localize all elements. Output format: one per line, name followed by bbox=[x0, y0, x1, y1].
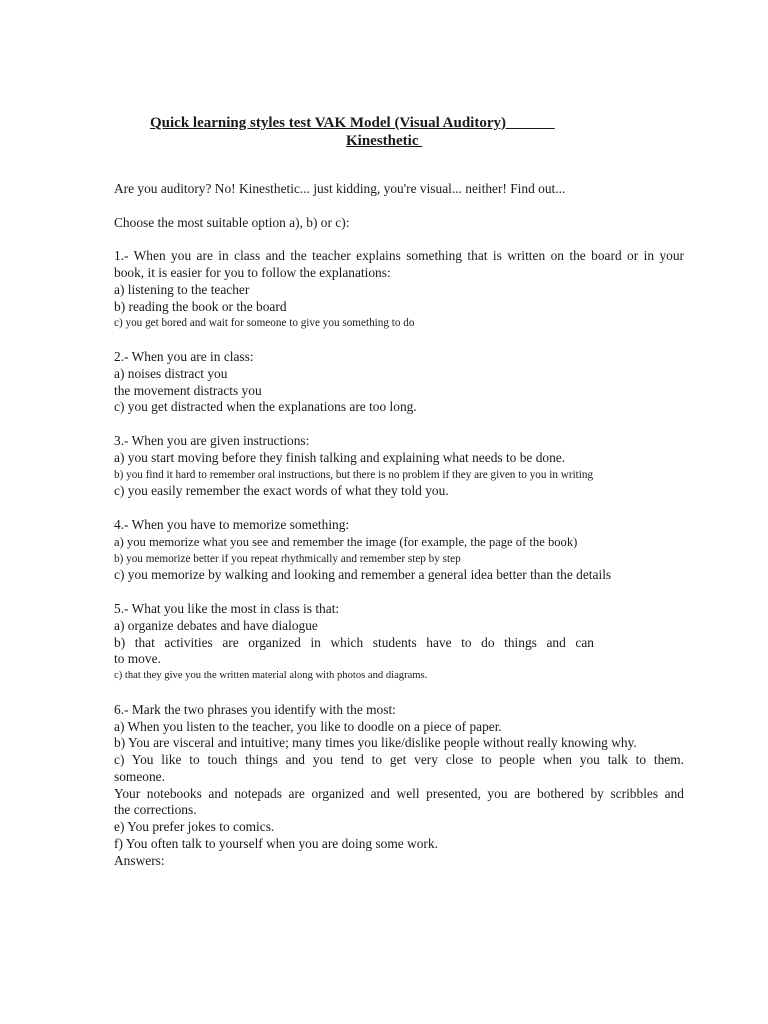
question-4-option-c: c) you memorize by walking and looking and remember a general idea better than the details bbox=[114, 567, 612, 583]
question-4-option-a: a) you memorize what you see and remember the image (for example, the page of the book) bbox=[114, 534, 578, 549]
question-6-option-e: e) You prefer jokes to comics. bbox=[114, 819, 275, 835]
question-3-text: 3.- When you are given instructions: bbox=[114, 432, 310, 448]
question-1-text-line-1: 1.- When you are in class and the teacher explains something that is written on the board or in your bbox=[114, 248, 684, 264]
question-1 bbox=[114, 248, 684, 332]
question-3-option-c: c) you easily remember the exact words of what they told you. bbox=[114, 483, 449, 499]
answers-label: Answers: bbox=[114, 852, 165, 868]
question-2-option-c: c) you get distracted when the explanations are too long. bbox=[114, 399, 417, 415]
question-5-option-a: a) organize debates and have dialogue bbox=[114, 617, 318, 633]
question-4-text: 4.- When you have to memorize something: bbox=[114, 516, 350, 532]
question-6-option-d-line-1: Your notebooks and notepads are organized and well presented, you are bothered by scribbles and bbox=[114, 785, 684, 801]
document-body bbox=[114, 181, 684, 870]
question-3-option-b: b) you find it hard to remember oral instructions, but there is no problem if they are given to you in writing bbox=[114, 468, 594, 481]
question-3-option-a: a) you start moving before they finish talking and explaining what needs to be done. bbox=[114, 449, 566, 465]
question-1-option-c: c) you get bored and wait for someone to give you something to do bbox=[114, 317, 415, 330]
question-2 bbox=[114, 349, 684, 416]
question-5-text: 5.- What you like the most in class is that: bbox=[114, 600, 340, 616]
question-5-option-c: c) that they give you the written material along with photos and diagrams. bbox=[114, 670, 428, 682]
question-5 bbox=[114, 601, 684, 685]
question-5-option-b-line-1: b) that activities are organized in which students have to do things and can bbox=[114, 634, 594, 650]
title-line-1: Quick learning styles test VAK Model (Visual Auditory) bbox=[150, 115, 555, 131]
question-6-text: 6.- Mark the two phrases you identify with the most: bbox=[114, 701, 396, 717]
question-4-option-b: b) you memorize better if you repeat rhythmically and remember step by step bbox=[114, 552, 461, 565]
question-2-option-b: the movement distracts you bbox=[114, 382, 262, 398]
question-6 bbox=[114, 702, 684, 853]
question-6-option-d-line-2: the corrections. bbox=[114, 802, 197, 818]
question-1-text-line-2: book, it is easier for you to follow the explanations: bbox=[114, 264, 391, 280]
question-1-option-b: b) reading the book or the board bbox=[114, 298, 287, 314]
question-1-option-a: a) listening to the teacher bbox=[114, 281, 250, 297]
question-2-text: 2.- When you are in class: bbox=[114, 348, 254, 364]
question-6-option-b: b) You are visceral and intuitive; many times you like/dislike people without really knowing why. bbox=[114, 735, 637, 751]
question-5-option-b-line-2: to move. bbox=[114, 651, 161, 667]
question-6-option-c-line-2: someone. bbox=[114, 768, 165, 784]
question-4 bbox=[114, 517, 684, 584]
instruction-text: Choose the most suitable option a), b) or c): bbox=[114, 214, 350, 230]
intro-text: Are you auditory? No! Kinesthetic... just kidding, you're visual... neither! Find out... bbox=[114, 181, 566, 196]
question-3 bbox=[114, 433, 684, 500]
question-6-option-f: f) You often talk to yourself when you are doing some work. bbox=[114, 836, 438, 852]
title-line-2: Kinesthetic bbox=[346, 133, 423, 149]
question-6-option-c-line-1: c) You like to touch things and you tend to get very close to people when you talk to them. bbox=[114, 752, 684, 768]
question-2-option-a: a) noises distract you bbox=[114, 365, 228, 381]
question-6-option-a: a) When you listen to the teacher, you like to doodle on a piece of paper. bbox=[114, 718, 502, 734]
